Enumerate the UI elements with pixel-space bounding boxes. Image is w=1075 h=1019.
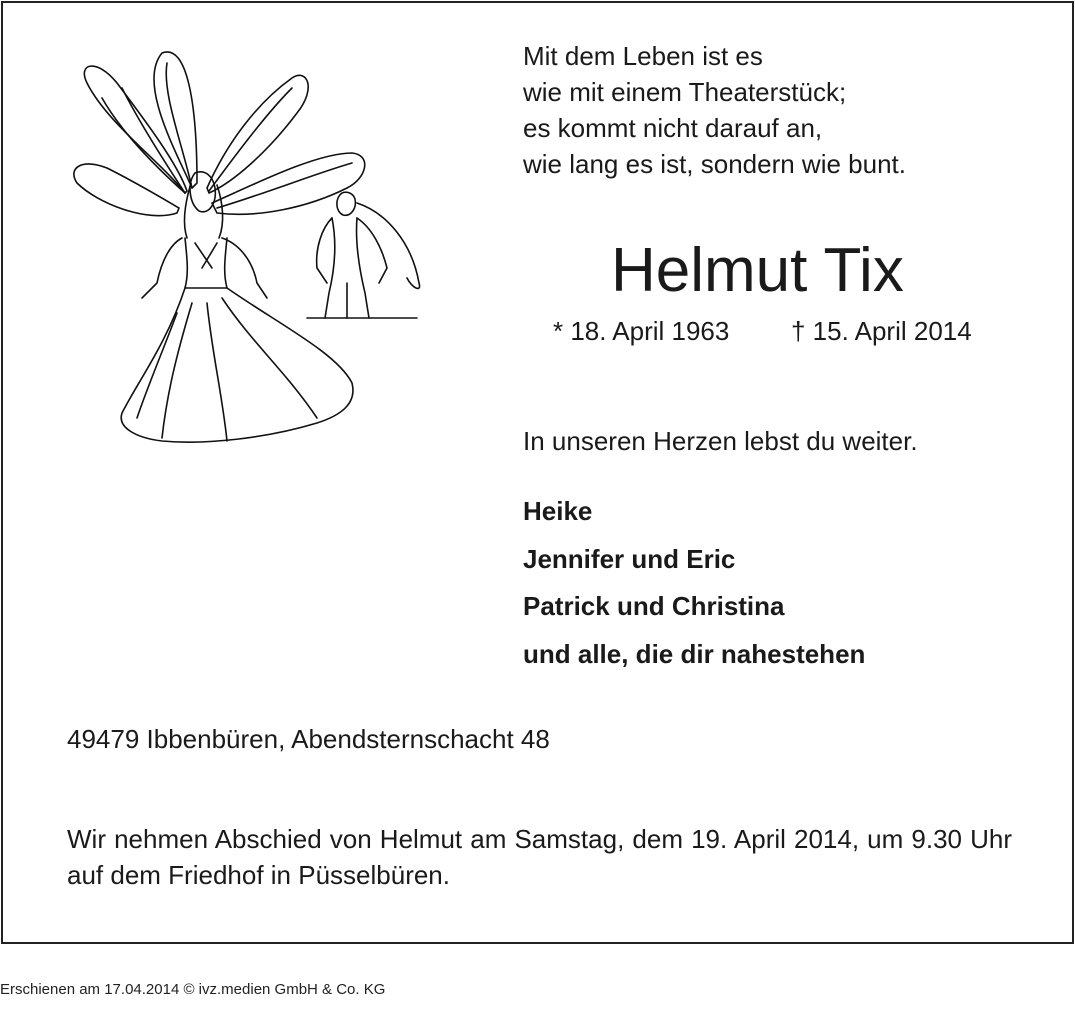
poem-line: wie mit einem Theaterstück; — [523, 77, 847, 107]
fairy-illustration — [67, 43, 427, 455]
obituary-notice — [1, 1, 1074, 944]
mourner-name: Patrick und Christina — [523, 591, 785, 621]
poem-line: wie lang es ist, sondern wie bunt. — [523, 149, 906, 179]
mourner-name: Jennifer und Eric — [523, 543, 736, 574]
deceased-name: Helmut Tix — [611, 236, 904, 305]
poem-line: es kommt nicht darauf an, — [523, 113, 823, 143]
mourner-name: Heike — [523, 496, 593, 526]
birth-date: * 18. April 1963 — [553, 316, 730, 346]
mourners-list — [523, 493, 865, 683]
mourner-name: und alle, die dir nahestehen — [523, 638, 866, 669]
publication-footer: Erschienen am 17.04.2014 © ivz.medien GmbH & Co. KG — [0, 981, 386, 998]
farewell-text: Wir nehmen Abschied von Helmut am Samstag, dem 19. April 2014, um 9.30 Uhr auf dem Friedhof in Püsselbüren. — [67, 824, 1012, 890]
poem-line: Mit dem Leben ist es — [523, 41, 763, 71]
death-date: † 15. April 2014 — [791, 316, 972, 346]
address: 49479 Ibbenbüren, Abendsternschacht 48 — [67, 724, 550, 754]
memory-line: In unseren Herzen lebst du weiter. — [523, 426, 918, 456]
poem — [523, 38, 906, 182]
